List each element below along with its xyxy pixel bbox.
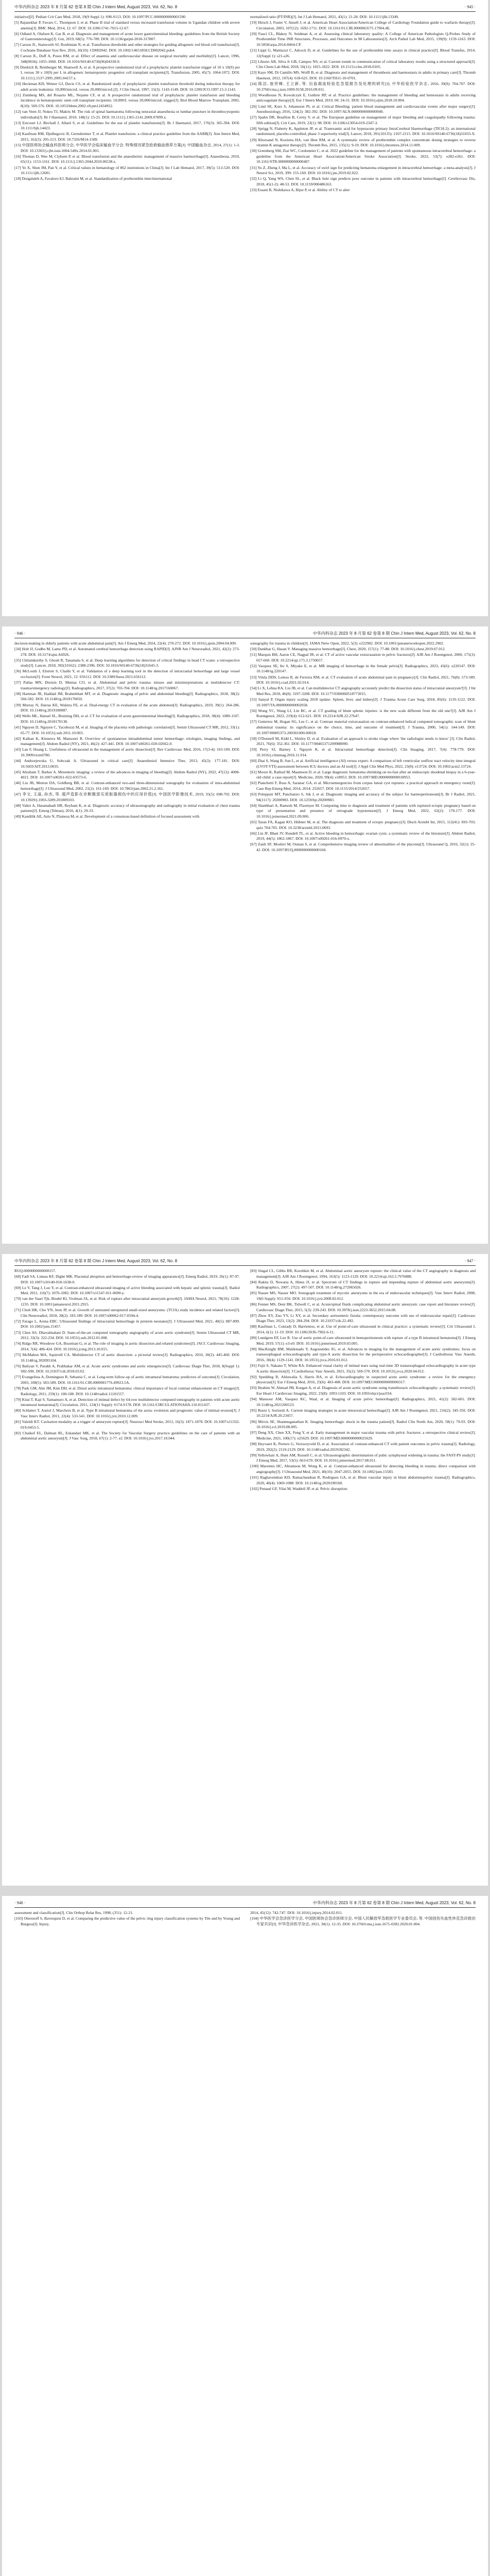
reference-entry: [64] Shanbhari A, Ramesh M, Flaxmyer M. Computing time to diagnosis and treatment of patients with ruptured ectopic pregnancy based on type of presentation and presence of retrograde hypotension[J]. J Emerg Med, 2022, 62(2): 170-177. DOI: 10.1016/j.jemermed.2021.09.006. [250, 803, 476, 819]
reference-entry: [104] 中华医学会急诊医学分会, 中国医师协会急诊医师分会, 中国人民解放军急救医学专业委员会, 等. 中国创伤失血性休克急诊救治专家共识[J]. 中华急诊医学杂志, 2021, 30(1): 12-35. DOI: 10.3760/cma.j.issn.1671-0282.2020.01.004. [250, 1916, 476, 1926]
reference-entry: [83] Singal CL, Gibbs RR, Korobkin M, et al. Abdominal aortic aneurysm rupture: the clinical value of the CT angiography in diagnosis and management[J]. AJR Am J Roentgenol, 1994, 163(5): 1123-1129. DOI: 10.2214/ajr.163.5.7976888. [250, 1268, 476, 1279]
reference-entry: [71] Choh HK, Cho YN, Jeon JP, et al. Growth of untreated unruptured small-sized aneurysms: (TCIA) study incidence and related factors[J]. Clin Neuroradiol, 2018, 28(2): 183-189. DOI: 10.1007/s00062-017-0594-4. [14, 1308, 240, 1318]
reference-entry: [16] Thomas D, Wee M, Clyburn P, et al. Blood transfusion and the anaesthetist: management of massive haemorrhage[J]. Anaesthesia, 2010, 65(11): 1153-1161. DOI: 10.1111/j.1365-2044.2010.06538.x. [14, 154, 240, 164]
right-column [250, 641, 476, 1240]
reference-entry: [18] Dorgalaleh A, Favaloro EJ, Bahraini M, et al. Standardization of prothrombin time/international [14, 176, 172, 181]
reference-entry: [95] Ruetz I, Sortzeiti A. Current imaging strategies in acute intravesical hemorrhage[J]. AJR Am J Roentgenol, 2021, 216(2): 345-356. DOI: 10.2214/AJR.20.23457. [250, 1408, 476, 1418]
reference-entry: [75] McMahon MA, Squirrell CA. Multidetector CT of aortic dissection: a pictorial review[J]. Radiographics, 2010, 30(2): 445-460. DOI: 10.1148/rg.302095104. [14, 1352, 240, 1363]
reference-entry: [67] Zaidi SF, Moshiri M, Osman S, et al. Comprehensive imaging review of abnormalities of the placenta[J]. Ultrasound Q, 2016, 32(1): 25-42. DOI: 10.1097/RUQ.0000000000000160. [250, 842, 476, 852]
running-head-journal: 中华内科杂志 2023 年 8 月第 62 卷第 8 期 Chin J Intern Med, August 2023, Vol. 62, No. 8 [312, 1900, 476, 1905]
reference-entry: [22] Liborio AB, Silva Jr GB, Campos NS, et al. Current trends in communication of critical laboratory results using a structured approach[J]. Clin Chem Lab Med, 2018, 56(11): 1815-1822. DOI: 10.1515/cclm-2018-0105. [250, 59, 476, 70]
reference-entry: [47] 李文, 王晶, 孙杰, 等. 超声造影在诊断腹部实质脏器损伤中的应用价值[J]. 中国医学影像技术, 2019, 35(5): 698-702. DOI: 10.13929/j.1003-3289.201809103. [14, 792, 240, 802]
reference-entry: [90] MacKnight BM, Maldonado Y, Augoustides JG, et al. Advances in imaging for the management of acute aortic syndromes: focus on transesophageal echocardiography and type-A aortic dissection for the perioperative echocardiographer[J]. J Cardiothorac Vasc Anesth, 2016, 30(4): 1129-1141. DOI: 10.1053/j.jvca.2016.01.012. [250, 1346, 476, 1362]
reference-entry: [27] Spahn DR, Bouillon B, Cerny V, et al. The European guideline on management of major bleeding and coagulopathy following trauma: fifth edition[J]. Crit Care, 2019, 23(1): 98. DOI: 10.1186/s13054-019-2347-3. [250, 115, 476, 125]
page-header [14, 3, 476, 12]
reference-entry: normalized ratio (PT/INR)[J]. Int J Lab Hematol, 2021, 43(1): 21-28. DOI: 10.1111/ijlh.13349. [250, 14, 399, 19]
reference-entry: [91] Fujii S, Nakano T, White RA. Enhanced visual clarity of intimal tears using real-time 3D transesophageal echocardiography in acute type A aortic dissection[J]. J Cardiothorac Vasc Anesth, 2021, 35(2): 569-570. DOI: 10.1053/j.jvca.2020.04.012. [250, 1363, 476, 1374]
reference-entry: [39] Murray N, Darras KE, Walstra FE, et al. Dual-energy CT in evaluation of the acute abdomen[J]. Radiographics, 2019, 39(1): 264-286. DOI: 10.1148/rg.2019180087. [14, 702, 240, 713]
reference-entry: [66] Lin JF, Bhatt JV, Rundell TL, et al. Active bleeding in hemorrhagic ovarian cysts: a systematic review of the literature[J]. Abdom Radiol, 2019, 44(5): 1862-1867. DOI: 10.1007/s00261-016-0970-x. [250, 831, 476, 841]
right-column [250, 1268, 476, 1882]
reference-entry: [30] Greenberg SM, Ziai WC, Cordonnier C, et al. 2022 guideline for the management of patients with spontaneous intracerebral hemorrhage: a guideline from the American Heart Association/American Stroke Association[J]. Stroke, 2022, 53(7): e282-e361. DOI: 10.1161/STR.0000000000000407. [250, 148, 476, 164]
reference-entry: [61] Moore K, Rathod M, Maamoon D, et al. Large diagnostic hematoma shrinking on no-fast after an endoscopic duodenal biopsy in a 6-year-old child: a case report[J]. Medicine, 2020, 99(4): e18953. DOI: 10.1097/MD.0000000000018953. [250, 769, 476, 780]
reference-entry: [43] Lau F, Huang L. Usefulness of ultrasound in the management of aortic dissection[J]. Rev Cardiovasc Med, 2016, 17(3-4): 103-109. DOI: 10.3909/ricm0780. [14, 747, 240, 757]
reference-entry: [56] Wong YC, Wang LJ, Lin BC, et al. CT grading of blunt splenic injuries: is the new scale different from the old one?[J]. AJR Am J Roentgenol, 2022, 219(4): 612-621. DOI: 10.2214/AJR.22.27647. [250, 708, 476, 719]
reference-entry: [97] Deng XX, Chen XX, Feng Y, et al. Early management in major vascular trauma with pelvic fractures: a retrospective clinical review[J]. Medicine, 2021, 100(17): e25629. DOI: 10.1097/MD.0000000000025629. [250, 1430, 476, 1440]
reference-entry: [58] O'Donnell M, Kidd L, Shirley D, et al. Evaluation of an approach to stroke triage where 'the radiologist needs to know' [J]. Clin Radiol, 2021, 76(6): 352-361. DOI: 10.1177/08465371209988090. [250, 736, 476, 747]
page-number: · 946 · [14, 631, 26, 636]
reference-entry: [5] Rajasekhar P, Favaro C, Thompson J, et al. Phase II trial of standard versus increased transfusion volume in Ugandan children with severe anemia[J]. BMC Med, 2014, 12: 67. DOI: 10.1186/1741-7015-12-67. [14, 20, 240, 30]
reference-entry: [17] Ye X, Shen JM, Pan Y, et al. Critical values in hematology of 862 institutions in China[J]. Int J Lab Hematol, 2017, 39(5): 513-520. DOI: 10.1111/ijlh.12681. [14, 165, 240, 176]
reference-entry: [60] Zhai S, Wang B, Sun L, et al. Artificial intelligence (AI) versus expert: A comparison of left ventricular outflow tract velocity time integral (LVOT-VTI) assessment between ICU doctors and an AI tool[J]. J Appl Clin Med Phys, 2022, 23(8): e13724. DOI: 10.1002/acm2.13724. [250, 758, 476, 769]
page-number: · 945 · [464, 4, 476, 9]
reference-entry: [42] Kalkan K, Kinnerra M, Mansouri R. Overview of spontaneous intraabdominal tumor hemorrhage: etiologies, imaging findings, and management[J]. Abdom Radiol (NY), 2021, 46(2): 427-441. DOI: 10.1007/s00261-020-02662-0. [14, 736, 240, 747]
reference-entry: [25] Woodhouse N, Kowalczyk E, Guthrie RP, et al. Practice guidelines: the management of bleeding and hemostasis in adults receiving anticoagulant therapy[J]. Eur J Intern Med, 2019, 60: 24-31. DOI: 10.1016/j.ejim.2018.10.004. [250, 92, 476, 103]
reference-entry: [62] Pianchetti F, Russ A, Saranac GA, et al. Microemergencies from corpus luteal cyst ruptures: a practical approach in emergency room[J]. Case Rep Emerg Med, 2014, 2014: 252657. DOI: 10.1155/2014/252657. [250, 781, 476, 791]
reference-entry: [99] Yellowhair A, Hunt AM, Russell C, et al. Ultrasonographic determination of pubic symphyseal widening in trauma: the FAST-PS study[J]. J Emerg Med, 2017, 53(5): 663-670. DOI: 10.1016/j.jemermed.2017.08.011. [250, 1452, 476, 1463]
page-number: · 948 · [14, 1900, 26, 1905]
reference-entry: [10] Heckman KD, Weiner GJ, Davis CS, et al. Randomized study of prophylactic platelet transfusion threshold during induction therapy for adult acute leukemia: 10,000/microL versus 20,000/microL[J]. J Clin Oncol, 1997, 15(3): 1143-1149. DOI: 10.1200/JCO.1997.15.3.1143. [14, 81, 240, 92]
reference-entry: [70] van der Vaart Tjk, Bredel Kl, Vrolman JA, et al. Risk of rupture after intracranial aneurysm growth[J]. JAMA Neurol, 2021, 78(10): 1228-1235. DOI: 10.1001/jamaneurol.2021.2915. [14, 1296, 240, 1307]
reference-entry: [31] Yu Z, Zheng J, Ma L, et al. Accuracy of swirl sign for predicting hematoma enlargement in intracerebral hemorrhage: a meta-analysis[J]. J Neurol Sci, 2019, 399: 155-160. DOI: 10.1016/j.jns.2019.02.022. [250, 165, 476, 176]
right-column [250, 14, 476, 612]
reference-entry: [72] Farago L, Arena EBC. Ultrasound findings of intracranial hemorrhage in preterm neonates[J]. J Ultrasound Med, 2021, 40(5): 887-899. DOI: 10.1002/jum.15457. [14, 1318, 240, 1329]
reference-entry: [32] Li Q, Yang WS, Chen SL, et al. Black hole sign predicts poor outcome in patients with intracerebral hemorrhage[J]. Cerebrovasc Dis, 2018, 45(1-2): 48-53. DOI: 10.1159/000486163. [250, 176, 476, 187]
reference-entry: [92] Spedding R, Ahluwalia S, Harris RA, et al. Echocardiography in suspected acute aortic syndrome: a review for the emergency physician[J]. Eur J Emerg Med, 2016, 23(6): 403-408. DOI: 10.1097/MEJ.0000000000000317. [250, 1374, 476, 1385]
reference-entry: [100] Marentes HC, Abramson M, Wong K, et al. Contrast-enhanced ultrasound for detecting bleeding in trauma: direct comparison with angiography[J]. J Ultrasound Med, 2021, 40(10): 2047-2055. DOI: 10.1002/jum.15583. [250, 1464, 476, 1474]
reference-entry: [101] Raghavendran KD, Ramachandran R, Rodrigues GA, et al. Blunt vascular injury in blunt abdominopelvic trauma[J]. Radiographics, 2020, 40(4): 1069-1088. DOI: 10.1148/rg.2020190168. [250, 1475, 476, 1485]
running-head-journal: 中华内科杂志 2023 年 8 月第 62 卷第 8 期 Chin J Intern Med, August 2023, Vol. 62, No. 8 [14, 4, 178, 9]
reference-entry: [103] Otterstoff S, Baverquist D, et al. Comparing the predictive value of the pelvic ring injury classification systems by Tile and by Young and Burgess[J]. Injury, [14, 1916, 240, 1926]
reference-entry: [57] Gutierrez M, Hogan SG, Lee C, et al. Contrast material extravasation on contrast-enhanced helical computed tomographic scan of blunt abdominal trauma: its significance on the choice, time, and outcome of treatment[J]. J Trauma, 2000, 54(1): 144-149. DOI: 10.1097/00005373-200301000-00018. [250, 719, 476, 735]
reference-entry: [49] Kandilik AE, Aslo N, Plamesa M, et al. Development of a consensus-based definition of focused assessment with [14, 814, 200, 819]
running-head-journal: 中华内科杂志 2023 年 8 月第 62 卷第 8 期 Chin J Intern Med, August 2023, Vol. 62, No. 8 [14, 1258, 178, 1263]
running-head-journal: 中华内科杂志 2023 年 8 月第 62 卷第 8 期 Chin J Intern Med, August 2023, Vol. 62, No. 8 [312, 631, 476, 636]
reference-entry: [74] Ridgo RR, Woodrow GA, Bozeman G, et al. The role of imaging in aortic dissection and related syndromes[J]. JACC Cardiovasc Imaging, 2014, 7(4): 406-424. DOI: 10.1016/j.jcmg.2013.10.015. [14, 1341, 240, 1351]
reference-entry: [6] Odland A, Olafsen K, Gar B, et al. Diagnosis and management of acute lower gastrointestinal bleeding: guidelines from the British Society of Gastroenterology[J]. Gut, 2019, 68(5): 776-789. DOI: 10.1136/gutjnl-2018-317807. [14, 31, 240, 42]
reference-entry: [9] Diedrich B, Remberger M, Shanwell A, et al. A prospective randomized trial of a prophylactic platelet transfusion trigger of 10 x 10(9) per L versus 30 x 10(9) per L in allogeneic hematopoietic progenitor cell transplant recipients[J]. Transfusion, 2005, 45(7): 1064-1072. DOI: 10.1111/j.1537-2995.2005.04157.x. [14, 64, 240, 81]
reference-entry: [50] Dankbar G, Hasan V. Managing massive hemorrhage[J]. Chest, 2020, 157(1): 77-88. DOI: 10.1016/j.chest.2019.07.012. [250, 647, 446, 652]
reference-entry: [88] Kaufman L, Conrady D, Barrientos, et al. Use of point-of-care ultrasound in clinical practice: a systematic review[J]. Crit Ultrasound J, 2014, 6(1): 11-19. DOI: 10.1186/2036-7902-6-11. [250, 1324, 476, 1335]
reference-entry: [69] Le V, Tang J, Luo Y, et al. Contrast-enhanced ultrasound imaging of active bleeding associated with hepatic and splenic trauma[J]. Radiol Med, 2011, 116(7): 1076-1082. DOI: 10.1007/s11547-011-0690-y. [14, 1285, 240, 1296]
reference-columns [14, 1268, 476, 1882]
reference-entry: [80] Schlatter T, Auriol J, Marcheix B, et al. Type B intramural hematoma of the aorta: evolution and prognostic value of intimal erosion[J]. J Vasc Interv Radiol, 2011, 22(4): 533-541. DOI: 10.1016/j.jvir.2010.12.009. [14, 1408, 240, 1418]
reference-entry: RUQ.0000000000000157. [14, 1268, 56, 1273]
reference-entry: [79] Kitai T, Kaji S, Yamamuro A, et al. Detection of intimal defect by 64-row multidetector computed tomography in patients with acute aortic intramural hematoma[J]. Circulation, 2011, 124(11 Suppl): S174-S178. DOI: 10.1161/CIRCULATIONAHA.110.011437. [14, 1397, 240, 1408]
reference-entry: [55] Sanyal P, Organ injury scaling 2018 update: Spleen, liver, and kidney[J]. J Trauma Acute Care Surg, 2018, 85(6): 1119-1122. DOI: 10.1097/TA.0000000000002058. [250, 697, 476, 707]
reference-entry: [82] Chaikof EL, Dalman RL, Eskandari MK, et al. The Society for Vascular Surgery practice guidelines on the care of patients with an abdominal aortic aneurysm[J]. J Vasc Surg, 2018, 67(1): 2-77. e2. DOI: 10.1016/j.jvs.2017.10.044. [14, 1430, 240, 1441]
reference-entry: 2014, 45(12): 742-747. DOI: 10.1016/j.injury.2014.02.011. [250, 1910, 343, 1915]
reference-entry: [86] Fenner MS, Dent BK, Tidwell C, et al. Acute/spinal fluids complicating abdominal aortic aneurysm: case report and literature review[J]. Cardiovasc Diagn Ther, 2015, 5(3): 239-243. DOI: 10.3978/j.issn.2223-3652.2015.04.08. [250, 1302, 476, 1312]
reference-entry: [81] Valeldi KT. Cavitation modality as a trigger of aneurysm rupture[J]. Neurosci Med Stroke, 2012, 16(3): 1871-1878. DOI: 10.1007/s11332-019-0453-5. [14, 1419, 240, 1430]
reference-columns [14, 1910, 476, 2576]
reference-entry: [73] Chen AS, Dhavalmalani D. State-of-the-art computed tomography angiography of acute aortic syndrome[J]. Semin Ultrasound CT MR, 2012, 33(3): 222-234. DOI: 10.1053/j.sult.2012.01.008. [14, 1330, 240, 1341]
reference-entry: [63] Polepputi MT, Panchatsto S, Sik J, et al. Diagnostic imaging and accuracy of the subject for haemoperitoneum[J]. Br J Radiol, 2021, 94(1117): 20200983. DOI: 10.1259/bjr.20200983. [250, 792, 476, 802]
reference-entry: [93] Ibrahim W, Ahmad JM, Kurgan A, et al. Diagnosis of acute aortic syndrome using transthoracic echocardiography: a systematic review[J]. Eur Heart J Cardiovasc Imaging, 2022, 23(8): 1093-1103. DOI: 10.1093/ehjci/jeac034. [250, 1385, 476, 1396]
page-header [14, 630, 476, 638]
reference-entry: [7] Carson JL, Stanworth SJ, Roubinian N, et al. Transfusion thresholds and other strategies for guiding allogeneic red blood cell transfusion[J]. Cochrane Database Syst Rev, 2016, 10(10): CD002042. DOI: 10.1002/14651858.CD002042.pub4. [14, 42, 240, 53]
reference-entry: [102] Penaud GF, Yilai M, Waddell JP, et al. Pelvic disruption: [250, 1486, 348, 1491]
reference-entry: decision-making in elderly patients with acute abdominal pain[J]. Am J Emerg Med, 2024, 22(4): 270-272. DOI: 10.1016/j.ajem.2004.04.009. [14, 641, 237, 646]
reference-entry: [14] Kaufman RM, Djulbegovic B, Gernsheimer T, et al. Platelet transfusion: a clinical practice guideline from the AABB[J]. Ann Intern Med, 2015, 162(3): 205-213. DOI: 10.7326/M14-1589. [14, 131, 240, 142]
reference-entry: [19] Hirsch J, Fuster V, Ansell J, et al. American Heart Association/American College of Cardiology Foundation guide to warfarin therapy[J]. Circulation, 2003, 107(12): 1692-1711. DOI: 10.1161/01.CIR.0000063575.17904.4E. [250, 20, 476, 30]
reference-entry: [34] Holt JJ, Godbo M, Lamo PD, et al. Automated cerebral hemorrhage detection using RAPID[J]. AJNR Am J Neuroradiol, 2021, 42(2): 273-278. DOI: 10.3174/ajnr.A6926. [14, 647, 240, 657]
reference-entry: [85] Nasser MS, Nasser MO. Sonograph treatment of mycotic aneurysms in the era of endovascular techniques[J]. Vasc Interv Radiol, 2008, 19(6 Suppl): S51-S56. DOI: 10.1016/j.jvir.2008.02.012. [250, 1291, 476, 1301]
reference-entry: [33] Essani B, Nishikawa A, Bijur P, et al. Ability of CT to alter [250, 187, 350, 192]
reference-entry: [29] Khorsand N, Kooistra HA, van Hest RM, et al. A systematic review of prothrombin complex concentrate dosing strategies to reverse vitamin K antagonist therapy[J]. Thromb Res, 2015, 135(1): 9-19. DOI: 10.1016/j.thromres.2014.11.009. [250, 137, 476, 148]
page-header [14, 1899, 476, 1908]
reference-entry: assessment and classification[J]. Clin Orthop Relat Res, 1998, (351): 12-21. [14, 1910, 133, 1915]
reference-entry: [45] Abraham T, Barker A. Mesenteric imaging: a review of the advances in imaging of bleeding[J]. Abdom Radiol (NY), 2022, 47(12): 4008-4021. DOI: 10.1007/s00261-022-03573-6. [14, 769, 240, 780]
reference-entry: [96] Mirvis SE, Shanmuganathan K. Imaging hemorrhagic shock in the trauma patient[J]. Radiol Clin North Am, 2020, 58(1): 79-93. DOI: 10.1016/j.rcl.2019.08.005. [250, 1419, 476, 1430]
reference-entry: [77] Evangelista A, Dominguez R, Sebastia C, et al. Long-term follow-up of aortic intramural hematoma: predictors of outcome[J]. Circulation, 2003, 108(5): 583-589. DOI: 10.1161/01.CIR.0000081776.49923.5A. [14, 1375, 240, 1385]
reference-entry: [12] van Veen JJ, Nokes TJ, Makris M. The risk of spinal haematoma following neuraxial anaesthesia or lumbar puncture in thrombocytopenic individuals[J]. Br J Haematol, 2010, 148(1): 15-25. DOI: 10.1111/j.1365-2141.2009.07899.x. [14, 109, 240, 120]
reference-entry: [48] Valtei A, Hatamabadi HR, Reyhani K, et al. Diagnostic accuracy of ultrasonography and radiography in initial evaluation of chest trauma patients[J]. Emerg (Tehran), 2016, 4(1): 29-33. [14, 803, 240, 814]
journal-page [2, 1254, 488, 1886]
reference-entry: [24] 陈洁, 崔世峰, 王立新, 等. 出血凝血检验危急值报告及处理的研究[J]. 中华检验医学杂志, 2016, 39(9): 704-707. DOI: 10.3760/cma.j.issn.1009-9158.2016.09.011. [250, 81, 476, 92]
reference-entry: [15] 中国医师协会输血科医师分会, 中华医学会临床输血学分会. 特殊情况紧急抢救输血推荐方案[J]. 中国输血杂志, 2014, 27(1): 1-3. DOI: 10.13303/j.cjbt.issn.1004-549x.2014.01.001. [14, 143, 240, 153]
reference-entry: [40] Wells ML, Hansel SL, Bruining DH, et al. CT for evaluation of acute gastrointestinal bleeding[J]. Radiographics, 2018, 38(4): 1089-1107. DOI: 10.1148/rg.2018170138. [14, 714, 240, 724]
left-column [14, 14, 240, 612]
reference-entry: [65] Taran FA, Kagan KO, Hübner M, et al. The diagnosis and treatment of ectopic pregnancy[J]. Dtsch Arztebl Int, 2015, 112(41): 693-703; quiz 704-705. DOI: 10.3238/arztebl.2015.0693. [250, 820, 476, 830]
left-column [14, 1268, 240, 1882]
page-header [14, 1257, 476, 1266]
reference-entry: [84] Rakita D, Newatia A, Hines JJ, et al. Spectrum of CT findings in rupture and impending rupture of abdominal aortic aneurysms[J]. Radiographics, 2007, 27(2): 497-507. DOI: 10.1148/rg.272065026. [250, 1279, 476, 1290]
journal-page [2, 1896, 488, 2576]
reference-entry: [36] McLouth J, Elstrott S, Chaibi Y, et al. Validation of a deep learning tool in the detection of intracranial hemorrhage and large vessel occlusion[J]. Front Neurol, 2021, 12: 656112. DOI: 10.3389/fneur.2021.656112. [14, 669, 240, 680]
reference-entry: [53] Vilela DDS, Lemos R, de Ferreira RM, et al. CT evaluation of acute abdominal pain in pregnancy[J]. Clin Radiol, 2021, 76(8): 573-589. DOI: 10.1016/j.crad.2021.02.014. [250, 674, 476, 685]
reference-entry: [54] Li X, Lehna RA, Liu JB, et al. Can multidetector CT angiography accurately predict the dissection status of intracranial aneurysm?[J]. J Int Med Res, 2018, 46(8): 3197-3208. DOI: 10.1177/0300060518773015. [250, 686, 476, 696]
left-column [14, 641, 240, 1240]
reference-entry: [41] Nguyen D, Nguyen C, Yacobozzi M, et al. Imaging of the placenta with pathologic correlation[J]. Semin Ultrasound CT MR, 2012, 33(1): 65-77. DOI: 10.1053/j.sult.2011.10.003. [14, 724, 240, 735]
reference-entry: [38] Hartman JR, Haddad JM, Brahmbhatt MT, et al. Diagnostic imaging of pelvic and abdominal bleeding[J]. Radiographics, 2018, 38(2): 566-582. DOI: 10.1148/rg.2018170050. [14, 691, 240, 702]
reference-entry: [87] Zhou XY, Zuo YY, Li XY, et al. Secondary aortoenteric fistula: contemporary outcome with use of endovascular repair[J]. Cardiovasc Diagn Ther, 2023, 13(2): 284-294. DOI: 10.21037/cdt-22-492. [250, 1313, 476, 1324]
reference-entry: [46] Liu JB, Merton DA, Goldberg BB, et al. Contrast-enhanced two-and three-dimensional sonography for evaluation of intra-abdominal hemorrhage[J]. J Ultrasound Med, 2002, 21(2): 161-169. DOI: 10.7863/jum.2002.21.2.161. [14, 781, 240, 791]
reference-entry: [89] Lundgren EF, Lee R. Use of aortic point-of-care ultrasound in hemoperitoneum with rupture of a type B intramural hematoma[J]. J Emerg Med, 2019, 57(1): e3-e9. DOI: 10.1016/j.jemermed.2019.03.005. [250, 1335, 476, 1346]
reference-entry: [23] Kaye SM, Di Camillo MS, Wolff B, et al. Diagnosis and management of thrombosis and haemostasis in adults in primary care[J]. Thromb Haemost, 2012, 107(4): 618-625. DOI: 10.1160/TH11-10-0701. [250, 70, 476, 81]
reference-entry: [68] Fadl SA, Linnau KF, Dighe MK. Placental abruption and hemorrhage-review of imaging appearance[J]. Emerg Radiol, 2019, 26(1): 87-97. DOI: 10.1007/s10140-018-1638-0. [14, 1274, 240, 1284]
left-column [14, 1910, 240, 2576]
reference-entry: initiative][J]. Pediatr Crit Care Med, 2018, 19(9 Suppl 1): S98-S113. DOI: 10.1097/PCC.0000000000001590. [14, 14, 186, 19]
reference-columns [14, 641, 476, 1240]
reference-entry: [51] Marquis BH, Aaron CE, Nagpal JR, et al. CT of active vascular extravasation in pelvic fractures[J]. AJR Am J Roentgenol, 2000, 175(3): 657-660. DOI: 10.2214/ajr.175.3.1750657. [250, 652, 476, 663]
reference-entry: [37] Patlas MN, Dreizin D, Menias CO, et al. Abdominal and pelvic trauma: misses and misinterpretations at multidetector CT: trauma/emergency radiology[J]. Radiographics, 2017, 37(2): 703-704. DOI: 10.1148/rg.2017160067. [14, 680, 240, 690]
journal-page [2, 626, 488, 1244]
reference-entry: [94] Mansour AM, Vasquez KC, Waal, et al. Imaging of acute pelvic hemorrhage[J]. Radiographics, 2021, 41(2): 582-601. DOI: 10.1148/rg.2021200123. [250, 1397, 476, 1407]
right-column [250, 1910, 476, 2576]
reference-entry: [26] Lind SE, Kurz S, Johansson PI, et al. Critical Bleeding: patient blood management and cardiovascular events after major surgery[J]. Anesthesiology, 2016, 124(2): 382-392. DOI: 10.1097/ALN.0000000000000940. [250, 104, 476, 114]
reference-entry: [13] Estcourt LJ, Birchall J, Allard S, et al. Guidelines for the use of platelet transfusions[J]. Br J Haematol, 2017, 176(3): 365-394. DOI: 10.1111/bjh.14423. [14, 120, 240, 131]
reference-columns [14, 14, 476, 612]
reference-entry: [52] Vazquez SE, Ito S, Miyake E, et al. MR imaging of hemorrhage in the female pelvis[J]. Radiographics, 2023, 43(6): e220147. DOI: 10.1148/rg.220147. [250, 663, 476, 674]
journal-page [2, 0, 488, 616]
reference-entry: [11] Zumberg MS, del Rosario ML, Nejame CF, et al. A prospective randomized trial of prophylactic platelet transfusion and bleeding incidence in hematopoietic stem cell transplant recipients: 10,000/L versus 20,000/microL trigger[J]. Biol Blood Marrow Transplant, 2002, 8(10): 569-576. DOI: 10.1053/bbmt.2002.v8.pm12434952. [14, 92, 240, 108]
reference-entry: sonography for trauma in children[J]. JAMA Netw Open, 2022, 5(3): e222902. DOI: 10.1001/jamanetworkopen.2022.2902. [250, 641, 444, 646]
reference-entry: [28] Sprigg N, Flaherty K, Appleton JP, et al. Tranexamic acid for hyperacute primary IntraCerebral Haemorrhage (TICH-2): an international randomised, placebo-controlled, phase 3 superiority trial[J]. Lancet, 2018, 391(10135): 2107-2115. DOI: 10.1016/S0140-6736(18)31033-X. [250, 126, 476, 137]
reference-entry: [78] Park GM, Ahn JM, Kim DH, et al. Distal aortic intramural hematoma: clinical importance of focal contrast enhancement on CT images[J]. Radiology, 2011, 259(1): 100-108. DOI: 10.1148/radiol.11101557. [14, 1385, 240, 1396]
reference-entry: [76] Baliyan V, Parakh A, Prabhakar AM, et al. Acute aortic syndromes and aortic emergencies[J]. Cardiovasc Diagn Ther, 2018, 8(Suppl 1): S82-S96. DOI: 10.21037/cdt.2018.03.02. [14, 1363, 240, 1374]
reference-entry: [98] Heyvaert K, Peeters G, Versweyveld D, et al. Association of contrast-enhanced CT with patient outcomes in pelvic trauma[J]. Radiology, 2019, 292(2): 2119-2129. DOI: 10.1148/radiol.2019182342. [250, 1441, 476, 1452]
reference-entry: [59] Perry SJ, Barney J, Nguyen K, et al. Intracranial hemorrhage detection[J]. Clin Imaging, 2017, 7(4): 778-779. DOI: 10.1016/j.clinimag.2016.11.014. [250, 747, 476, 757]
reference-entry: [8] Carson JL, Duff A, Poses RM, et al. Effect of anaemia and cardiovascular disease on surgical mortality and morbidity[J]. Lancet, 1996, 348(9034): 1055-1060. DOI: 10.1016/S0140-6736(96)04330-9. [14, 54, 240, 64]
reference-entry: [21] Lippi G, Mattiuzzi C, Adcock D, et al. Guidelines for the use of prothrombin time assays in clinical practice[J]. Blood Transfus, 2014, 12(Suppl 1): s21-s26. [250, 48, 476, 58]
reference-entry: [20] Fauci CL, Blakey N, Seidman A, et al. Assessing clinical laboratory quality: A College of American Pathologists Q-Probes Study of Prothrombin Time INR Structures, Processes, and Outcomes in 98 Laboratories[J]. Arch Pathol Lab Med, 2015, 139(9): 1159-1163. DOI: 10.5858/arpa.2014-0464-CP. [250, 31, 476, 47]
page-number: · 947 · [464, 1258, 476, 1263]
reference-entry: [35] Chilamkurthy S, Ghosh R, Tanamala S, et al. Deep learning algorithms for detection of critical findings in head CT scans: a retrospective study[J]. Lancet, 2018, 392(10162): 2388-2396. DOI: 10.1016/S0140-6736(18)31645-3. [14, 657, 240, 668]
reference-entry: [44] Andrzejewska U, Sobczak A. Ultrasound in critical care[J]. Anaesthesiol Intensive Ther, 2013, 45(3): 177-181. DOI: 10.5603/AIT.2013.0035. [14, 758, 240, 769]
